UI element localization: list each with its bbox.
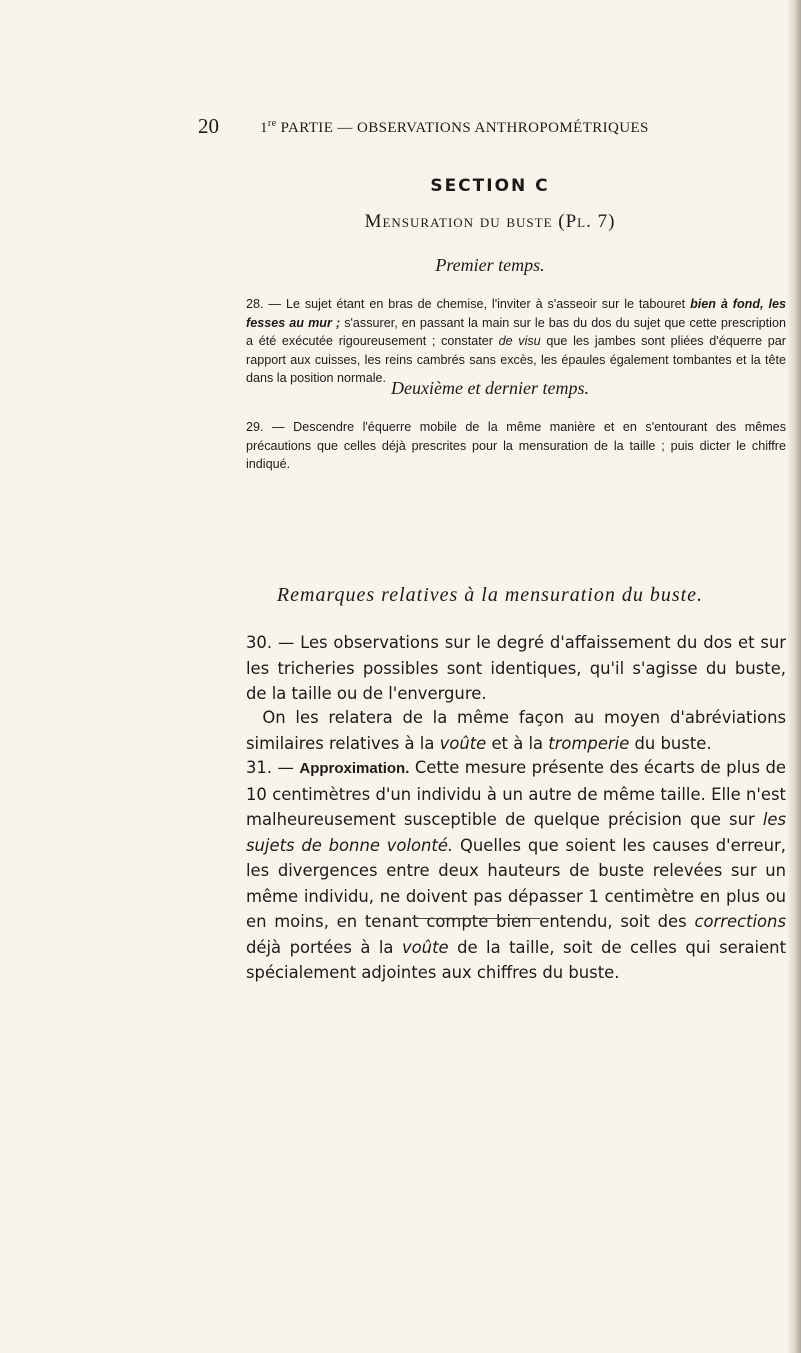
p31-bonne-volonte: les sujets de bonne volonté. [246,810,786,855]
p28-text-a: 28. — Le sujet étant en bras de chemise, l'inviter à s'asseoir sur le tabouret [246,297,691,311]
p31-text-c: Quelles que soient les causes d'erreur, les divergences entre deux hauteurs de buste relevées sur un même individu, ne doivent pas dépasser 1 centimètre en plus ou en moins, en tenant compte bien entendu, soit des [246,835,786,931]
p31-voute: voûte [401,937,449,957]
p30b-text-c: et à la [486,733,549,753]
p30b-text-e: du buste. [629,733,712,753]
p31-heading: Approximation. [299,760,410,777]
section-title: SECTION C [430,176,550,196]
p30b-text-a: On les relatera de la même façon au moyen d'abréviations similaires relatives à la [246,708,786,753]
p30b-tromperie: tromperie [548,733,630,753]
running-title-text: PARTIE — OBSERVATIONS ANTHROPOMÉTRIQUES [276,120,649,136]
paragraph-30: 30. — Les observations sur le degré d'affaissement du dos et sur les tricheries possibles sont identiques, qu'il s'agisse du buste, de la taille ou de l'envergure. [246,633,786,703]
page-header [198,114,718,140]
remarques-heading: Remarques relatives à la mensuration du buste. [276,584,704,606]
p31-text-e: déjà portées à la [246,937,402,957]
p28-text-c: s'assurer, en passant la main sur le bas du dos du sujet que cette prescription a été exécutée rigoureusement ; constater [246,315,786,348]
p28-text-e: que les jambes sont pliées d'équerre par rapport aux cuisses, les reins cambrés sans excès, les épaules également tombantes et la tête dans la position normale. [246,334,786,385]
p28-emphasis: bien à fond, les fesses au mur ; [246,297,786,330]
page-edge-shadow [787,0,801,1353]
p31-corrections: corrections [694,912,786,931]
p31-text-a: Cette mesure présente des écarts de plus de 10 centimètres d'un individu à un autre de même taille. Elle n'est malheureusement susceptible de quelque précision que sur [246,758,786,829]
part-superscript: re [267,118,277,129]
running-title [260,118,649,137]
end-rule [412,918,540,919]
p30b-voute: voûte [439,733,487,753]
p31-number: 31. — [246,758,300,777]
part-number: 1 [260,120,268,136]
p28-de-visu: de visu [498,334,541,348]
paragraph-29: 29. — Descendre l'équerre mobile de la même manière et en s'entourant des mêmes précautions que celles déjà prescrites pour la mensuration de la taille ; puis dicter le chiffre indiqué. [246,420,786,471]
paragraph-30-continued [246,705,786,756]
paragraph-28 [246,295,786,388]
section-subtitle: Mensuration du buste (Pl. 7) [364,211,616,232]
premier-temps-heading: Premier temps. [435,255,545,275]
deuxieme-temps-heading: Deuxième et dernier temps. [391,378,589,398]
paragraph-31 [246,755,786,986]
page-number: 20 [198,114,219,138]
p31-text-g: de la taille, soit de celles qui seraient spécialement adjointes aux chiffres du buste. [246,937,787,982]
